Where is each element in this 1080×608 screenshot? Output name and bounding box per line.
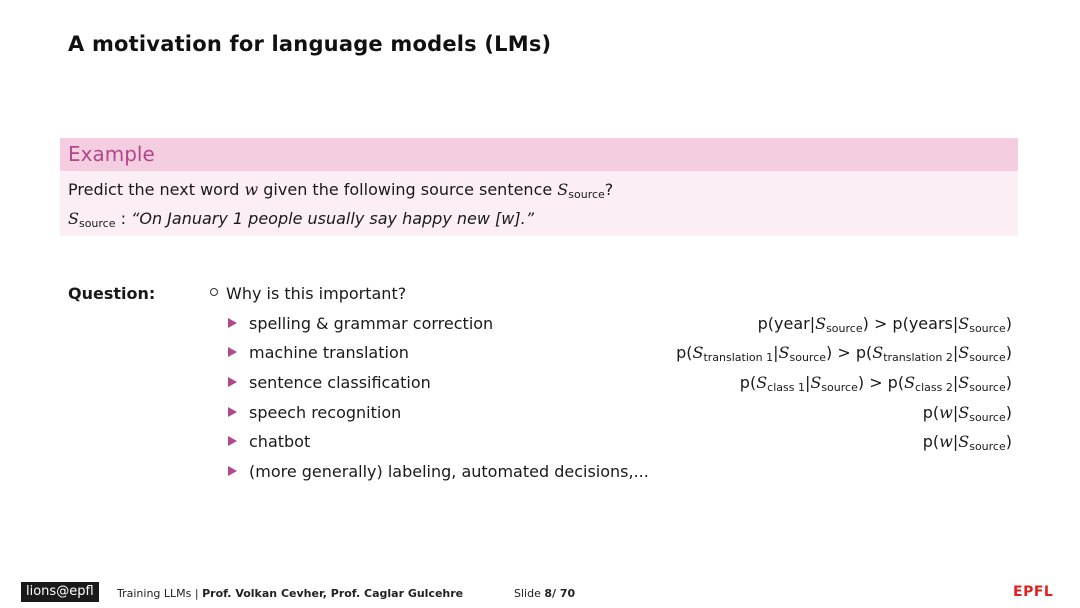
triangle-bullet-icon [228, 407, 237, 417]
probability-formula: $p(S_{class 1}|S_{source}) > p(S_{class 2}|S_{source})$ [739, 373, 1012, 394]
reason-item [228, 373, 1012, 397]
example-line1-mid: given the following source sentence [258, 180, 558, 199]
example-block-title: Example [68, 142, 155, 166]
slide-sep: / [552, 587, 560, 600]
reason-text: spelling & grammar correction [249, 314, 494, 333]
slide-current: 8 [544, 587, 552, 600]
reason-text: machine translation [249, 343, 409, 362]
var-s: S [557, 180, 569, 199]
slide-title: A motivation for language models (LMs) [68, 32, 552, 56]
reason-text: (more generally) labeling, automated decisions,... [249, 462, 649, 481]
reason-text: chatbot [249, 432, 311, 451]
example-line-1 [68, 180, 613, 201]
footer-course-name: Training LLMs | [117, 587, 203, 600]
triangle-bullet-icon [228, 377, 237, 387]
triangle-bullet-icon [228, 466, 237, 476]
example-sentence: “On January 1 people usually say happy new [w].” [131, 209, 534, 228]
reason-text: sentence classification [249, 373, 431, 392]
lions-epfl-logo: lions@epfl [21, 582, 99, 602]
question-prompt-row [210, 284, 406, 303]
slide-total: 70 [559, 587, 576, 600]
reason-text: speech recognition [249, 403, 402, 422]
probability-formula: $p(w|S_{source})$ [922, 403, 1012, 424]
footer-authors: Prof. Volkan Cevher, Prof. Caglar Gulcehre [202, 587, 464, 600]
example-line1-prefix: Predict the next word [68, 180, 245, 199]
var-s-subscript-2: source [78, 217, 116, 230]
example-block-header [60, 138, 1018, 171]
example-block [60, 138, 1018, 236]
footer [0, 578, 1080, 608]
question-label: Question: [68, 284, 156, 303]
slide-number [514, 587, 575, 600]
triangle-bullet-icon [228, 347, 237, 357]
reason-item [228, 432, 1012, 456]
var-w: w [244, 180, 259, 199]
slide-label: Slide [514, 587, 545, 600]
example-line1-suffix: ? [604, 180, 614, 199]
question-prompt: Why is this important? [226, 284, 407, 303]
var-s-source [557, 180, 605, 199]
probability-formula: $p(S_{translation 1}|S_{source}) > p(S_{translation 2}|S_{source})$ [676, 343, 1012, 364]
example-line-2 [68, 209, 534, 230]
reason-item [228, 403, 1012, 427]
reason-item [228, 462, 1012, 486]
circle-bullet-icon [210, 288, 218, 296]
triangle-bullet-icon [228, 436, 237, 446]
triangle-bullet-icon [228, 318, 237, 328]
footer-course [117, 587, 463, 600]
epfl-logo: EPFL [1013, 584, 1054, 600]
reason-item [228, 314, 1012, 338]
example-line2-colon: : [115, 209, 132, 228]
var-s-2: S [68, 209, 79, 228]
reason-item [228, 343, 1012, 367]
var-s-source-2 [68, 209, 116, 228]
probability-formula: $p(year|S_{source})$ > $p(years|S_{source})$ [757, 314, 1012, 335]
var-s-subscript: source [568, 188, 605, 201]
probability-formula: $p(w|S_{source})$ [922, 432, 1012, 453]
